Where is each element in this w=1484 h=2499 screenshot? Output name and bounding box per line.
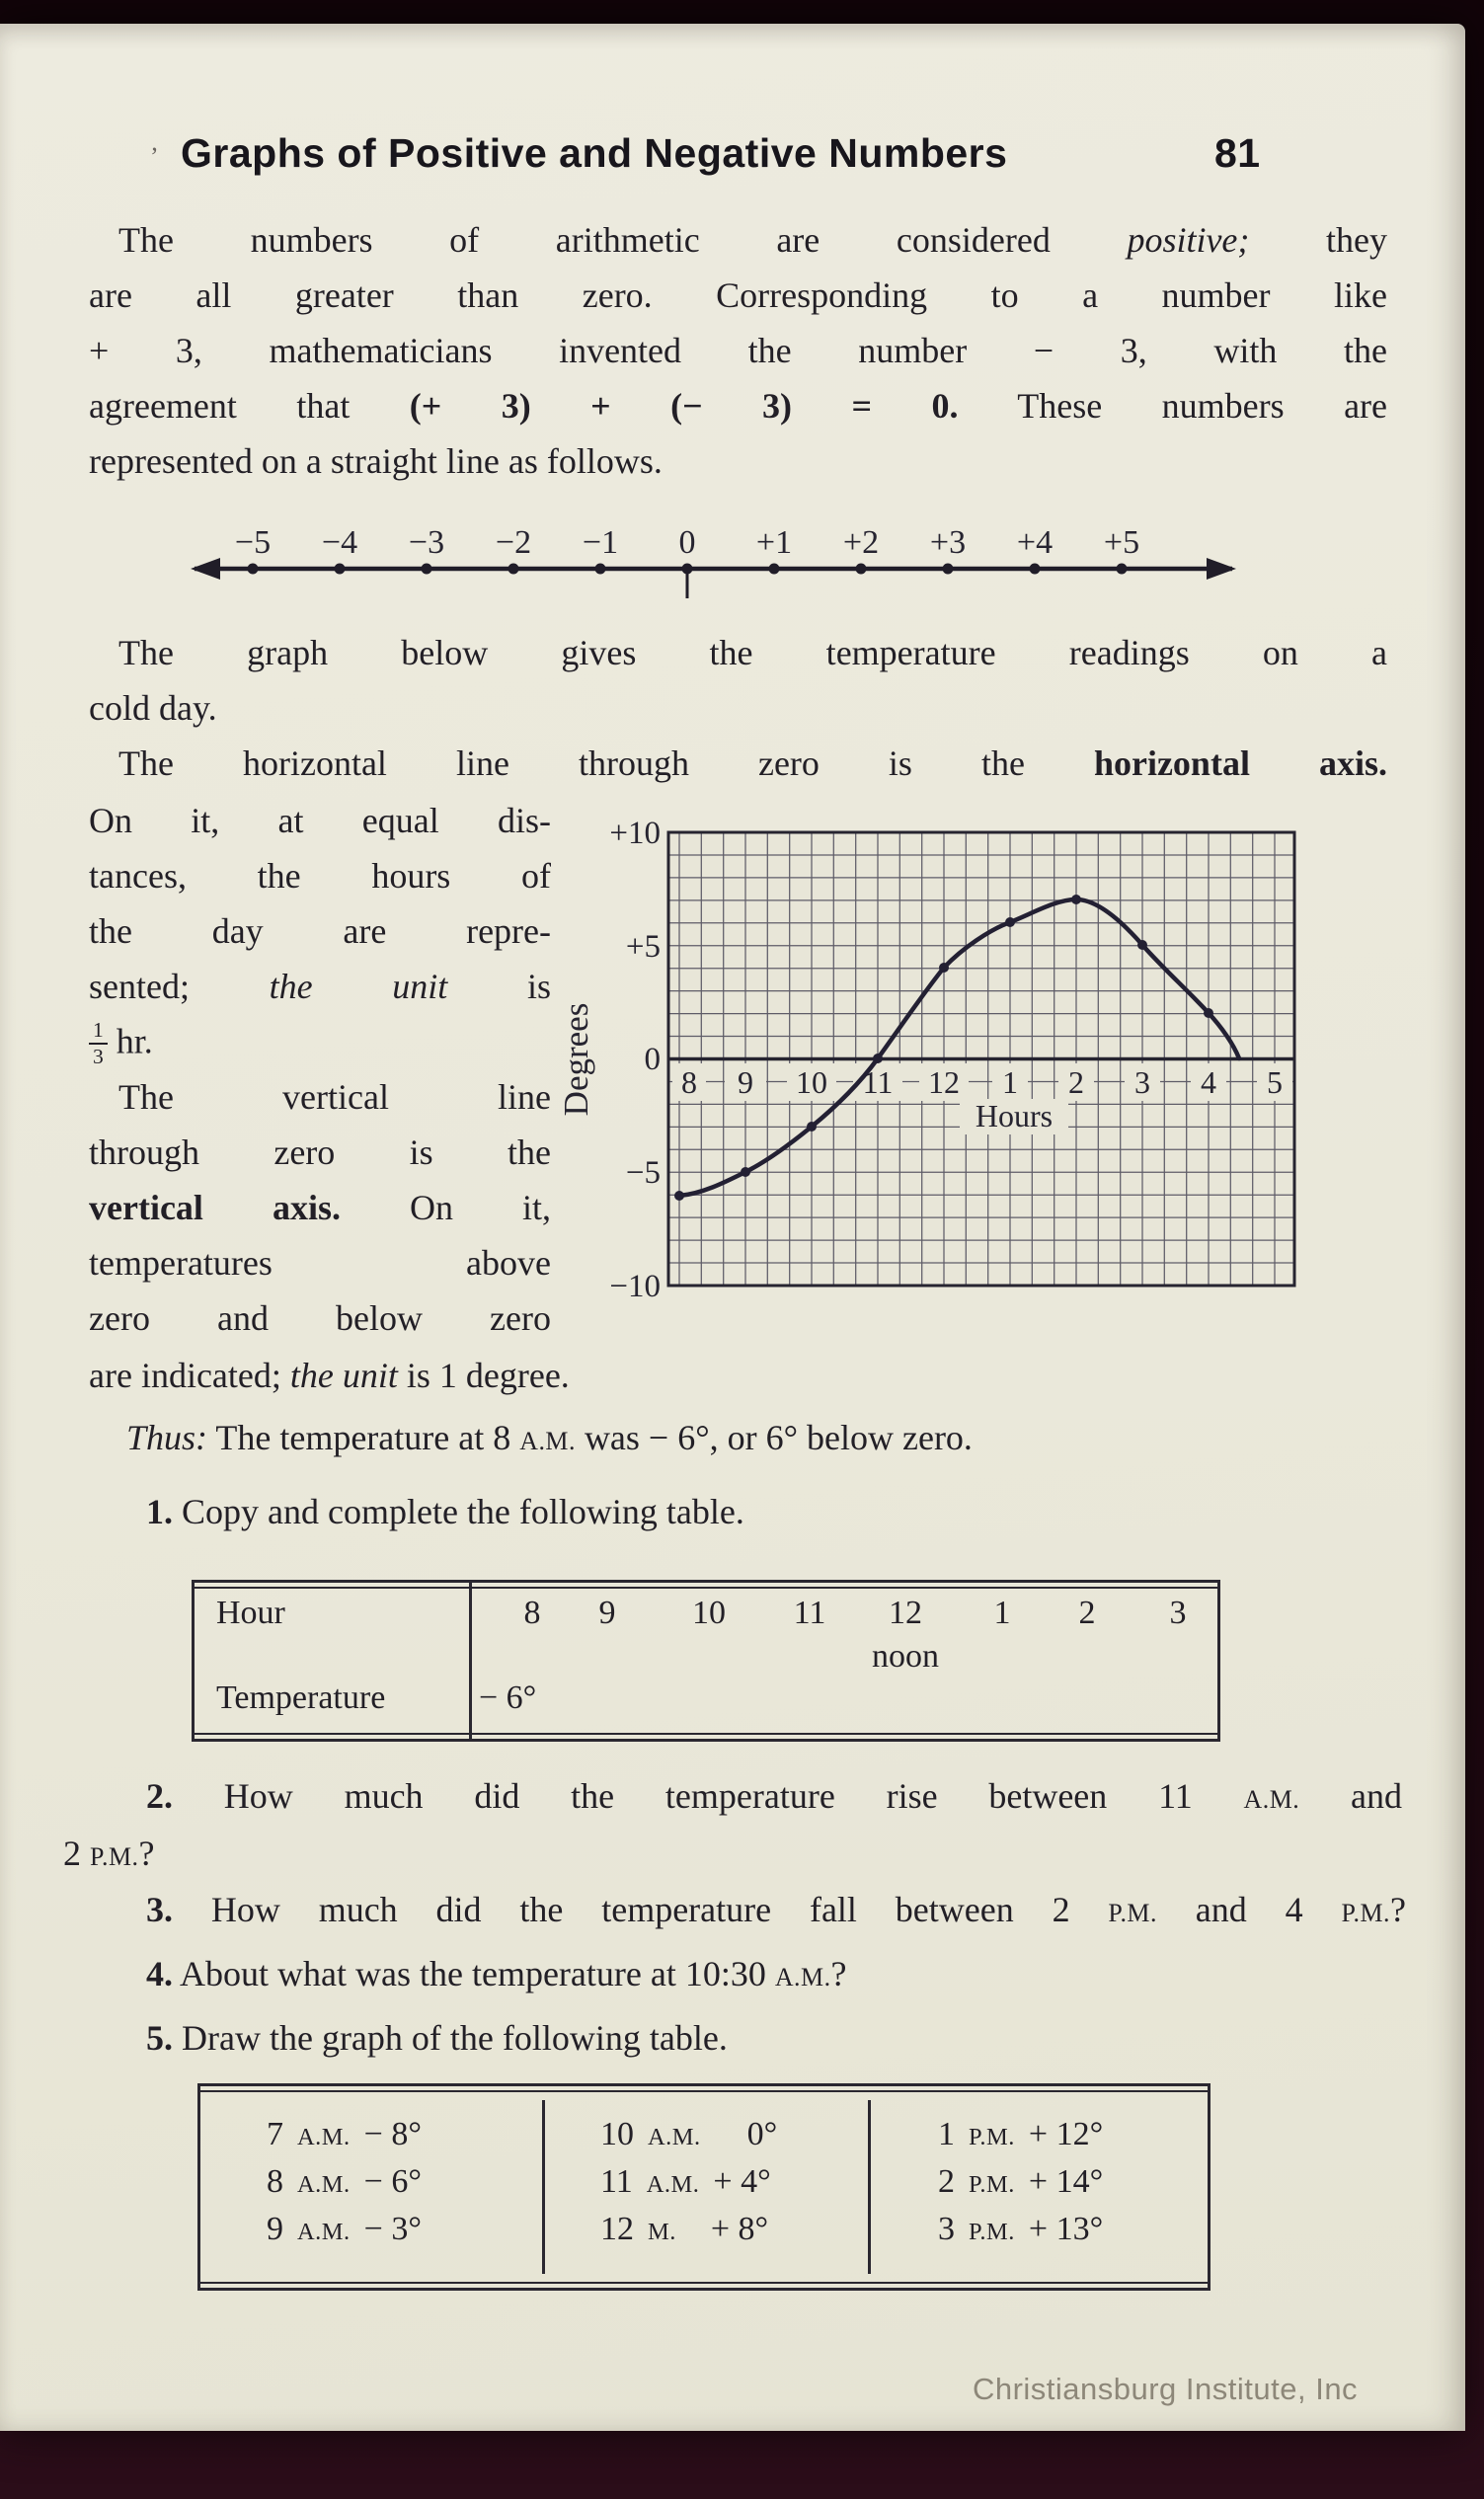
inner-bottom-rule xyxy=(200,2282,1208,2284)
inner-top-rule xyxy=(195,1587,1217,1589)
book-page xyxy=(0,24,1465,2431)
hour-cell: 3 xyxy=(1169,1595,1187,1631)
degree-labels xyxy=(609,816,661,1303)
text-run: they xyxy=(1249,220,1388,260)
item-number: 5. xyxy=(146,2018,173,2058)
inner-top-rule xyxy=(200,2090,1208,2092)
leftcol-line3: the day are repre- xyxy=(89,911,551,951)
paragraph3-line1 xyxy=(89,742,1387,784)
svg-text:−5: −5 xyxy=(625,1155,661,1191)
text-run: The horizontal line through zero is the xyxy=(118,743,1094,783)
text-run: is 1 degree. xyxy=(397,1356,570,1395)
paragraph1-line5: represented on a straight line as follows. xyxy=(89,441,663,481)
italic-term: Thus: xyxy=(126,1418,208,1457)
text-run: How much did the temperature rise between 11 xyxy=(173,1776,1244,1816)
svg-text:+5: +5 xyxy=(1103,524,1140,561)
number-line-labels xyxy=(235,524,1139,561)
text-run: The numbers of arithmetic are considered xyxy=(118,220,1128,260)
svg-text:12: 12 xyxy=(928,1064,960,1100)
table-cell: 11 A.M. + 4° xyxy=(600,2163,771,2200)
left-arrow-icon xyxy=(191,558,220,580)
hour-cell: 9 xyxy=(598,1595,616,1631)
paragraph2-line1: The graph below gives the temperature readings on a xyxy=(118,633,1387,672)
svg-text:+4: +4 xyxy=(1016,524,1054,561)
stray-mark: ’ xyxy=(150,142,159,171)
hour-cell: 10 xyxy=(692,1595,726,1631)
noon-label: noon xyxy=(872,1638,939,1675)
paragraph1-line3: + 3, mathematicians invented the number − 3, with the xyxy=(89,331,1387,370)
exercise1-table xyxy=(192,1580,1220,1742)
right-arrow-icon xyxy=(1207,558,1236,580)
exercise-4 xyxy=(146,1953,1410,1994)
exercise5-table xyxy=(197,2083,1211,2291)
item-number: 4. xyxy=(146,1954,173,1993)
svg-text:−5: −5 xyxy=(234,524,272,561)
small-caps: P.M. xyxy=(1108,1899,1157,1927)
svg-text:4: 4 xyxy=(1201,1064,1216,1100)
italic-term: the unit xyxy=(269,967,448,1006)
paragraph2-line2: cold day. xyxy=(89,688,217,728)
small-caps: A.M. xyxy=(519,1427,576,1455)
leftcol-line4 xyxy=(89,966,551,1007)
leftcol-line2: tances, the hours of xyxy=(89,856,551,896)
text-run: is xyxy=(447,967,551,1006)
text-run: was − 6°, or 6° below zero. xyxy=(575,1418,973,1457)
column-divider xyxy=(868,2100,871,2274)
text-run: These numbers are xyxy=(958,386,1388,426)
paragraph1-line1 xyxy=(89,219,1387,261)
table-cell: 8 A.M. − 6° xyxy=(267,2163,422,2200)
italic-term: the unit xyxy=(289,1356,398,1395)
text-run: How much did the temperature fall between 2 xyxy=(173,1890,1109,1929)
watermark: Christiansburg Institute, Inc xyxy=(972,2372,1359,2406)
y-axis-label: Degrees xyxy=(557,1002,595,1117)
hour-cell: 1 xyxy=(993,1595,1011,1631)
text-run: and xyxy=(1299,1776,1403,1816)
page-number: 81 xyxy=(1214,130,1261,176)
svg-text:+5: +5 xyxy=(625,929,661,965)
table-cell: 3 P.M. + 13° xyxy=(938,2211,1104,2247)
svg-text:−1: −1 xyxy=(582,524,619,561)
svg-text:10: 10 xyxy=(796,1064,827,1100)
svg-text:0: 0 xyxy=(678,524,696,561)
text-run: and 4 xyxy=(1156,1890,1342,1929)
svg-text:−3: −3 xyxy=(408,524,445,561)
bold-term: vertical axis. xyxy=(89,1188,341,1227)
svg-text:0: 0 xyxy=(644,1042,661,1077)
leftcol-line10: zero and below zero xyxy=(89,1298,551,1338)
one-third-fraction: $\frac{1}{3}$ xyxy=(89,1019,108,1069)
text-run: About what was the temperature at 10:30 xyxy=(173,1954,775,1993)
column-divider xyxy=(542,2100,545,2274)
text-run: Draw the graph of the following table. xyxy=(173,2018,728,2058)
paragraph1-line2: are all greater than zero. Corresponding to a number like xyxy=(89,275,1387,315)
hour-cell: 2 xyxy=(1078,1595,1096,1631)
leftcol-line5 xyxy=(89,1019,551,1069)
svg-text:3: 3 xyxy=(1134,1064,1150,1100)
table-cell: 2 P.M. + 14° xyxy=(938,2163,1104,2200)
x-axis-label: Hours xyxy=(975,1098,1054,1133)
table-cell: 12 M. + 8° xyxy=(600,2211,769,2247)
item-number: 3. xyxy=(146,1890,173,1929)
row-label-temperature: Temperature xyxy=(216,1679,386,1716)
item-number: 1. xyxy=(146,1492,173,1531)
number-line-figure xyxy=(99,511,1333,620)
temperature-cell: − 6° xyxy=(479,1679,537,1716)
exercise-2-line2 xyxy=(63,1833,458,1874)
svg-text:5: 5 xyxy=(1267,1064,1283,1100)
leftcol-line9: temperatures above xyxy=(89,1243,551,1283)
text-run: are indicated; xyxy=(89,1356,290,1395)
svg-text:+2: +2 xyxy=(842,524,880,561)
text-run: 2 xyxy=(63,1834,90,1873)
small-caps: A.M. xyxy=(774,1963,831,1991)
small-caps: P.M. xyxy=(90,1842,139,1871)
text-run: Copy and complete the following table. xyxy=(173,1492,744,1531)
leftcol-line8 xyxy=(89,1187,551,1228)
svg-text:+1: +1 xyxy=(755,524,793,561)
text-run-italic: positive; xyxy=(1127,220,1250,260)
equation-bold: (+ 3) + (− 3) = 0. xyxy=(409,386,959,426)
svg-text:8: 8 xyxy=(681,1064,697,1100)
text-run: sented; xyxy=(89,967,270,1006)
column-divider xyxy=(469,1583,472,1739)
page-title: Graphs of Positive and Negative Numbers xyxy=(181,130,1008,176)
inner-bottom-rule xyxy=(195,1733,1217,1735)
svg-text:+3: +3 xyxy=(929,524,967,561)
thus-line xyxy=(126,1417,1410,1458)
text-run: agreement that xyxy=(89,386,410,426)
bold-term: horizontal axis. xyxy=(1093,743,1387,783)
row-label-hour: Hour xyxy=(216,1595,285,1631)
paragraph1-line4 xyxy=(89,385,1387,427)
hour-cell: 11 xyxy=(793,1595,826,1631)
temperature-graph xyxy=(548,800,1333,1303)
svg-text:2: 2 xyxy=(1068,1064,1084,1100)
svg-text:1: 1 xyxy=(1002,1064,1018,1100)
leftcol-line7: through zero is the xyxy=(89,1132,551,1172)
leftcol-line6: The vertical line xyxy=(118,1077,551,1117)
small-caps: A.M. xyxy=(1243,1785,1300,1814)
paragraph4-line xyxy=(89,1355,1387,1396)
exercise-3 xyxy=(146,1889,1406,1930)
exercise-1 xyxy=(146,1491,1410,1532)
svg-text:9: 9 xyxy=(738,1064,753,1100)
exercise-2-line1 xyxy=(146,1775,1402,1817)
text-run: ? xyxy=(1390,1890,1406,1929)
svg-text:−2: −2 xyxy=(495,524,532,561)
table-cell: 1 P.M. + 12° xyxy=(938,2116,1104,2152)
svg-text:−10: −10 xyxy=(609,1269,661,1303)
small-caps: P.M. xyxy=(1341,1899,1391,1927)
exercise-5 xyxy=(146,2017,1410,2059)
text-run: ? xyxy=(138,1834,155,1873)
text-run: ? xyxy=(830,1954,847,1993)
svg-text:11: 11 xyxy=(862,1064,894,1100)
hour-cell: 8 xyxy=(523,1595,541,1631)
svg-text:−4: −4 xyxy=(321,524,358,561)
text-run: On it, xyxy=(340,1188,551,1227)
text-run: hr. xyxy=(107,1021,153,1061)
hour-cell: 12 xyxy=(889,1595,922,1631)
text-run: The temperature at 8 xyxy=(207,1418,520,1457)
item-number: 2. xyxy=(146,1776,173,1816)
table-cell: 7 A.M. − 8° xyxy=(267,2116,422,2152)
table-cell: 10 A.M. 0° xyxy=(600,2116,778,2152)
table-cell: 9 A.M. − 3° xyxy=(267,2211,422,2247)
svg-text:+10: +10 xyxy=(609,816,661,851)
leftcol-line1: On it, at equal dis- xyxy=(89,801,551,840)
